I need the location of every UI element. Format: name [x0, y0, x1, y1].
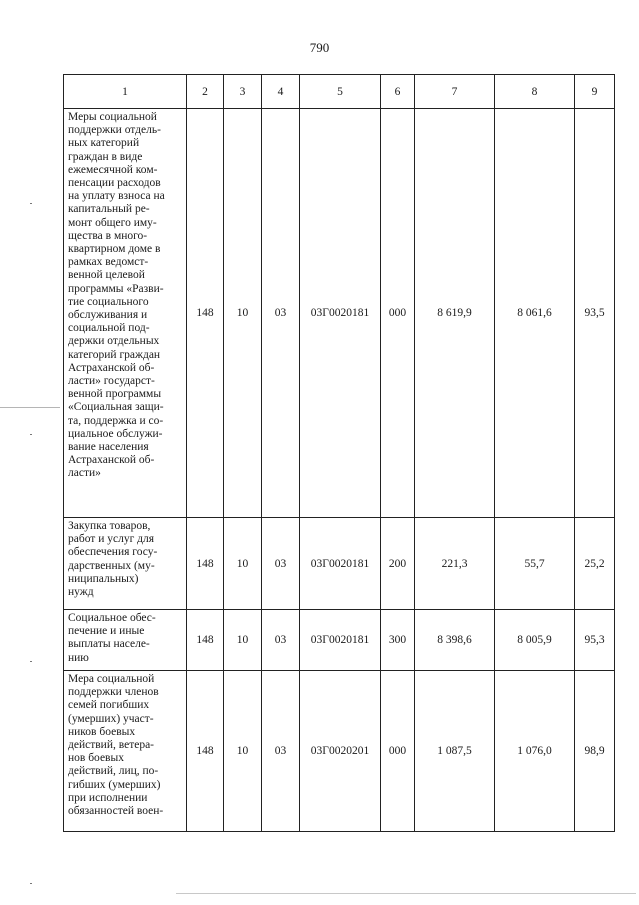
- row-description: Мера социальной поддержки членов семей погибших (умерших) участ- ников боевых действий, ветера- нов боевых действий, лиц, по- гибших (умерших) при исполнении обязанностей воен-: [64, 671, 187, 832]
- cell-value: 148: [187, 518, 224, 610]
- table-row: [64, 109, 615, 518]
- column-header: 4: [262, 75, 300, 109]
- scan-artifact-dot: [30, 203, 32, 204]
- cell-value: 03: [262, 109, 300, 518]
- cell-value: 03Г0020181: [300, 109, 381, 518]
- column-header: 7: [415, 75, 495, 109]
- cell-value: 300: [381, 610, 415, 671]
- cell-value: 03: [262, 518, 300, 610]
- cell-value: 8 061,6: [495, 109, 575, 518]
- scan-artifact-line: [0, 407, 60, 408]
- cell-value: 221,3: [415, 518, 495, 610]
- cell-value: 98,9: [575, 671, 615, 832]
- cell-value: 000: [381, 109, 415, 518]
- cell-value: 55,7: [495, 518, 575, 610]
- column-header: 6: [381, 75, 415, 109]
- cell-value: 10: [224, 671, 262, 832]
- cell-value: 8 619,9: [415, 109, 495, 518]
- column-header: 2: [187, 75, 224, 109]
- budget-table: [63, 74, 615, 832]
- row-description: Социальное обес- печение и иные выплаты населе- нию: [64, 610, 187, 671]
- cell-value: 10: [224, 610, 262, 671]
- column-header: 9: [575, 75, 615, 109]
- cell-value: 1 087,5: [415, 671, 495, 832]
- cell-value: 10: [224, 109, 262, 518]
- row-description: Меры социальной поддержки отдель- ных категорий граждан в виде ежемесячной ком- пенсации расходов на уплату взноса на капитальный ре- монт общего иму- щества в много- квартирном доме в рамках ведомст- венной целевой программы «Разви- тие социального обслуживания и социальной под- держки отдельных категорий граждан Астраханской об- ласти» государст- венной программы «Социальная защи- та, поддержка и со- циальное обслужи- вание населения Астраханской об- ласти»: [64, 109, 187, 518]
- scan-artifact-dot: [30, 661, 32, 662]
- cell-value: 8 005,9: [495, 610, 575, 671]
- cell-value: 03Г0020181: [300, 518, 381, 610]
- table-header-row: [64, 75, 615, 109]
- scan-artifact-dot: [30, 883, 32, 884]
- column-header: 8: [495, 75, 575, 109]
- column-header: 3: [224, 75, 262, 109]
- cell-value: 148: [187, 610, 224, 671]
- cell-value: 03: [262, 610, 300, 671]
- column-header: 5: [300, 75, 381, 109]
- cell-value: 25,2: [575, 518, 615, 610]
- scan-artifact-line: [176, 893, 636, 894]
- column-header: 1: [64, 75, 187, 109]
- cell-value: 200: [381, 518, 415, 610]
- cell-value: 1 076,0: [495, 671, 575, 832]
- scan-artifact-dot: [30, 434, 32, 435]
- cell-value: 000: [381, 671, 415, 832]
- cell-value: 8 398,6: [415, 610, 495, 671]
- cell-value: 148: [187, 109, 224, 518]
- cell-value: 03Г0020201: [300, 671, 381, 832]
- table-row: [64, 671, 615, 832]
- table-row: [64, 518, 615, 610]
- cell-value: 03Г0020181: [300, 610, 381, 671]
- page-number: 790: [309, 40, 330, 55]
- cell-value: 93,5: [575, 109, 615, 518]
- row-description: Закупка товаров, работ и услуг для обеспечения госу- дарственных (му- ниципальных) нужд: [64, 518, 187, 610]
- table-row: [64, 610, 615, 671]
- cell-value: 148: [187, 671, 224, 832]
- cell-value: 10: [224, 518, 262, 610]
- cell-value: 95,3: [575, 610, 615, 671]
- cell-value: 03: [262, 671, 300, 832]
